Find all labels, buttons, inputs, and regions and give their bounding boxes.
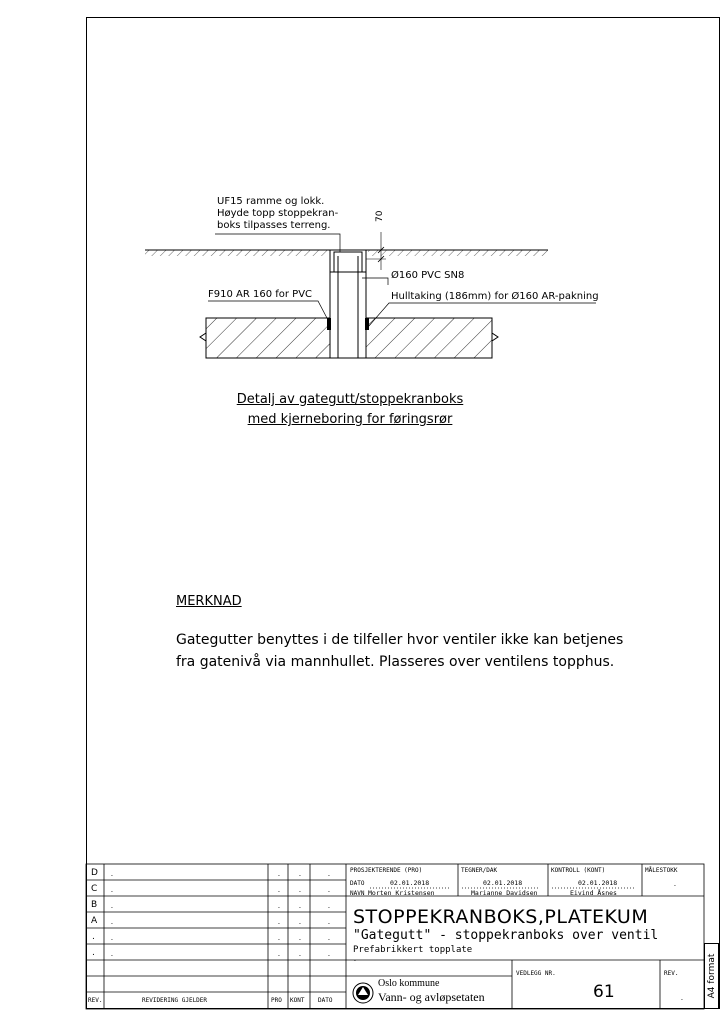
format-label: A4 format [706, 953, 717, 999]
rev-pro: . [277, 902, 281, 910]
rev-dato: . [327, 950, 331, 958]
oslo-seal-icon [352, 980, 374, 1006]
dimension-70-label: 70 [375, 210, 385, 222]
malestokk-label: MÅLESTOKK [645, 867, 678, 874]
kontroll-label: KONTROLL (KONT) [551, 867, 606, 874]
tegner-date: 02.01.2018 [483, 879, 523, 887]
frame-annotation-line: Høyde topp stoppekran- [217, 208, 339, 219]
footer-kont: KONT [290, 997, 305, 1004]
rev-value: . [680, 994, 684, 1002]
rev-dato: . [327, 886, 331, 894]
drawing-title: STOPPEKRANBOKS,PLATEKUM [353, 906, 649, 928]
note-heading: MERKNAD [176, 594, 242, 609]
detail-caption-line2: med kjerneboring for føringsrør [247, 412, 453, 427]
dato-label: DATO [350, 880, 365, 887]
rev-letter: . [92, 948, 95, 958]
extra-dot: . [353, 955, 357, 963]
rev-pro: . [277, 934, 281, 942]
rev-text: . [110, 886, 114, 894]
rev-text: . [110, 918, 114, 926]
rev-kont: . [298, 886, 302, 894]
rev-dato: . [327, 902, 331, 910]
footer-pro: PRO [271, 997, 282, 1004]
kontroll-date: 02.01.2018 [578, 879, 618, 887]
detail-caption-line1: Detalj av gategutt/stoppekranboks [236, 392, 464, 407]
pro-name: Morten Kristensen [368, 889, 435, 897]
rev-kont: . [298, 934, 302, 942]
rev-pro: . [277, 870, 281, 878]
drawing-subtitle: "Gategutt" - stoppekranboks over ventil [353, 928, 659, 943]
rev-kont: . [298, 870, 302, 878]
rev-dato: . [327, 934, 331, 942]
rev-text: . [110, 950, 114, 958]
note-line1: Gategutter benyttes i de tilfeller hvor ventiler ikke kan betjenes [176, 632, 624, 648]
org-name-line2: Vann- og avløpsetaten [378, 990, 485, 1004]
rev-label: REV. [664, 970, 679, 977]
rev-kont: . [298, 950, 302, 958]
malestokk-value: . [673, 880, 677, 888]
pro-date: 02.01.2018 [390, 879, 430, 887]
prosjekterende-label: PROSJEKTERENDE (PRO) [350, 867, 423, 874]
drawing-subtitle2: Prefabrikkert topplate [353, 945, 473, 955]
rev-letter: A [91, 916, 98, 926]
rev-kont: . [298, 902, 302, 910]
vedlegg-label: VEDLEGG NR. [516, 970, 556, 977]
rev-letter: C [91, 884, 98, 894]
tegner-name: Marianne Davidsen [471, 889, 538, 897]
rev-letter: D [91, 868, 98, 878]
vedlegg-number: 61 [593, 982, 615, 1002]
frame-annotation-line: UF15 ramme og lokk. [217, 196, 325, 207]
footer-rev: REV. [88, 997, 103, 1004]
rev-dato: . [327, 918, 331, 926]
frame-annotation-line: boks tilpasses terreng. [217, 220, 331, 231]
rev-letter: B [91, 900, 98, 910]
kontroll-name: Eivind Åsnes [570, 889, 617, 897]
navn-label: NAVN [350, 890, 365, 897]
rev-pro: . [277, 950, 281, 958]
rev-pro: . [277, 886, 281, 894]
note-line2: fra gatenivå via mannhullet. Plasseres over ventilens topphus. [176, 654, 615, 670]
rev-kont: . [298, 918, 302, 926]
pipe-label: Ø160 PVC SN8 [391, 270, 465, 281]
f910-label: F910 AR 160 for PVC [208, 289, 313, 300]
footer-revidering: REVIDERING GJELDER [142, 997, 208, 1004]
org-name-line1: Oslo kommune [378, 978, 440, 989]
rev-text: . [110, 902, 114, 910]
tegner-label: TEGNER/DAK [461, 867, 498, 874]
format-tab [704, 943, 719, 1009]
rev-text: . [110, 934, 114, 942]
rev-text: . [110, 870, 114, 878]
rev-dato: . [327, 870, 331, 878]
core-drilling-label: Hulltaking (186mm) for Ø160 AR-pakning [391, 291, 599, 302]
footer-dato: DATO [318, 997, 333, 1004]
rev-letter: . [92, 932, 95, 942]
rev-pro: . [277, 918, 281, 926]
